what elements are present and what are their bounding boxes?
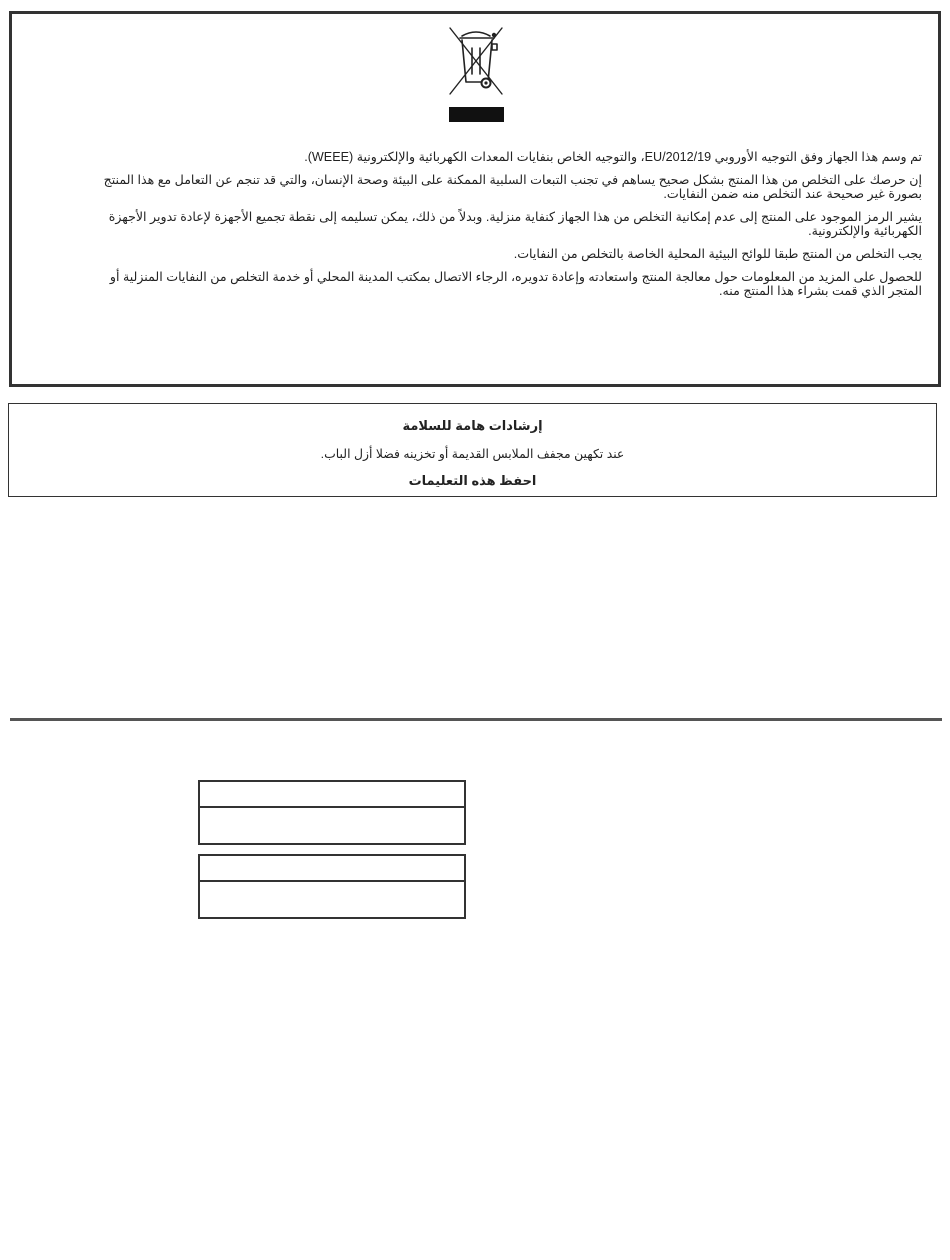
- entry-box-2: [198, 854, 466, 919]
- weee-paragraph-3: يشير الرمز الموجود على المنتج إلى عدم إمكانية التخلص من هذا الجهاز كنفاية منزلية. وبدلاً من ذلك، يمكن تسليمه إلى نقطة تجميع الأجهزة لإعادة تدوير الأجهزة الكهربائية والإلكترونية.: [108, 210, 922, 238]
- weee-paragraph-1: تم وسم هذا الجهاز وفق التوجيه الأوروبي EU/2012/19، والتوجيه الخاص بنفايات المعدات الكهربائية والإلكترونية (WEEE).: [304, 150, 922, 164]
- entry-box-1-header: [200, 782, 464, 808]
- weee-paragraph-4: يجب التخلص من المنتج طبقا للوائح البيئية المحلية الخاصة بالتخلص من النفايات.: [513, 247, 922, 261]
- entry-box-1: [198, 780, 466, 845]
- weee-notice-box: [9, 11, 941, 387]
- safety-instructions-box: [8, 403, 937, 497]
- section-divider: [10, 718, 942, 721]
- weee-paragraph-5: للحصول على المزيد من المعلومات حول معالجة المنتج واستعادته وإعادة تدويره، الرجاء الاتصال بمكتب المدينة المحلي أو خدمة التخلص من النفايات المنزلية أو المتجر الذي قمت بشراء هذا المنتج منه.: [109, 270, 922, 298]
- entry-box-2-header: [200, 856, 464, 882]
- weee-bin-bar: [449, 107, 504, 122]
- safety-footer: احفظ هذه التعليمات: [408, 473, 537, 488]
- safety-body: عند تكهين مجفف الملابس القديمة أو تخزينه فضلا أزل الباب.: [320, 447, 625, 461]
- safety-title: إرشادات هامة للسلامة: [402, 418, 543, 433]
- entry-box-2-body: [200, 880, 464, 917]
- weee-paragraph-2: إن حرصك على التخلص من هذا المنتج بشكل صحيح يساهم في تجنب التبعات السلبية الممكنة على البيئة وصحة الإنسان، والتي قد تنجم عن التعامل مع هذا المنتج بصورة غير صحيحة عند التخلص منه ضمن النفايات.: [103, 173, 922, 201]
- weee-text: [76, 150, 922, 307]
- entry-box-1-body: [200, 806, 464, 843]
- crossed-out-wheelie-bin-icon: [448, 26, 504, 98]
